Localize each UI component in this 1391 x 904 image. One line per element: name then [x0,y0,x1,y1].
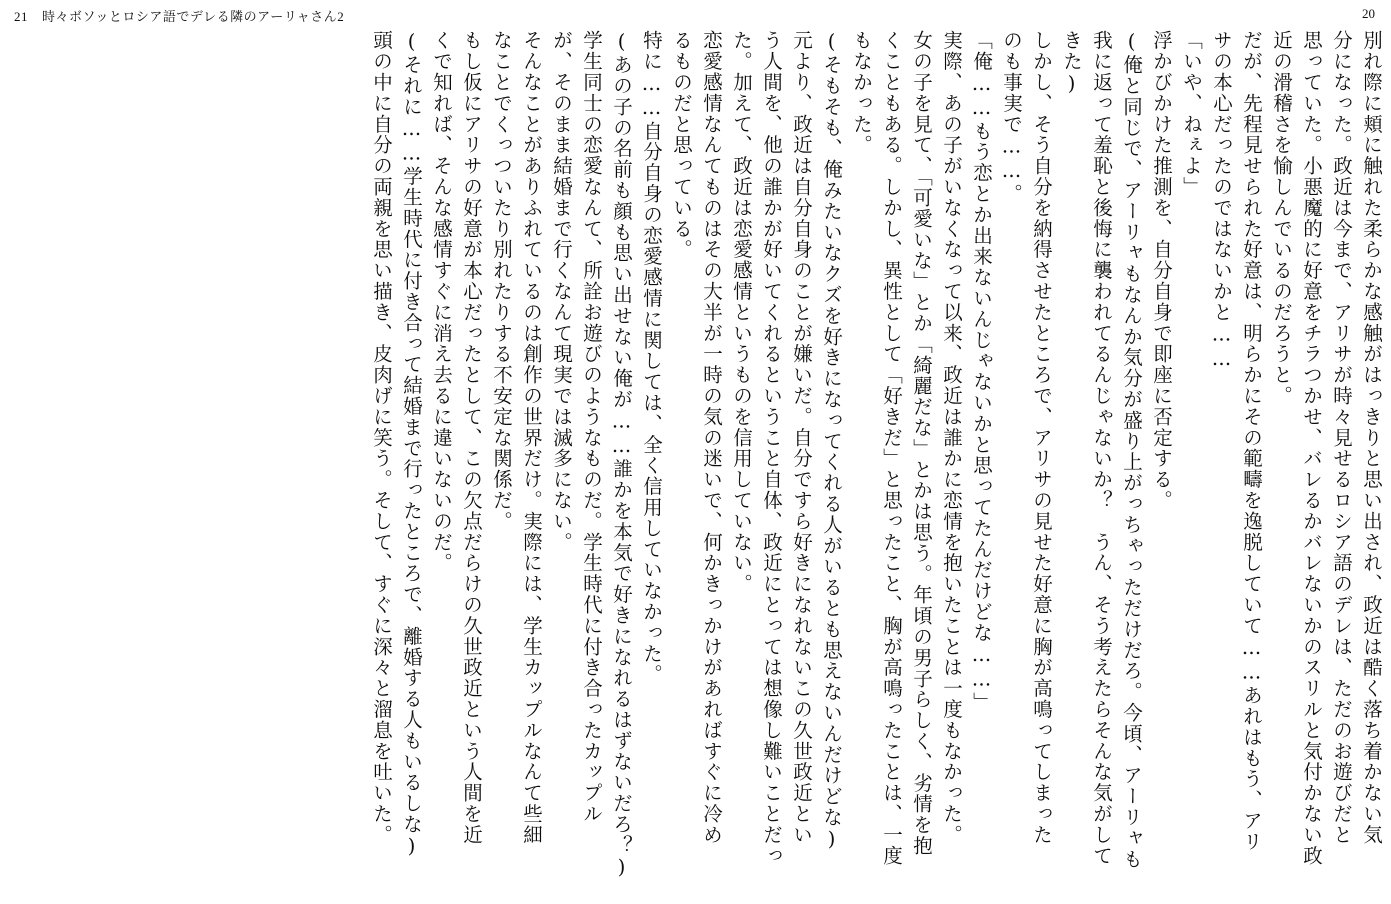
text-column: 特に……自分自身の恋愛感情に関しては、全く信用していなかった。 [640,30,663,685]
header-right-page-number: 20 [1362,6,1375,21]
text-column: 近の滑稽さを愉しんでいるのだろうと。 [1270,30,1293,407]
text-column: (そもそも、俺みたいなクズを好きになってくれる人がいるとも思えないんだけどな) [820,30,843,853]
text-column: のも事実で……。 [1000,30,1023,205]
text-column: くで知れば、そんな感情すぐに消え去るに違いないのだ。 [430,30,453,574]
text-column: 思っていた。小悪魔的に好意をチラつかせ、バレるかバレないかのスリルと気付かない政 [1300,30,1323,866]
text-column: そんなことがありふれているのは創作の世界だけ。実際には、学生カップルなんて些細 [520,30,543,846]
text-column: 恋愛感情なんてものはその大半が一時の気の迷いで、何かきっかけがあればすぐに冷め [700,30,723,846]
text-column: 我に返って羞恥と後悔に襲われてるんじゃないか？ うん、そう考えたらそんな気がして [1090,30,1113,866]
text-column: サの本心だったのではないかと…… [1210,30,1233,372]
text-column: だが、先程見せられた好意は、明らかにその範疇を逸脱していて……あれはもう、アリ [1240,30,1263,853]
text-column: もし仮にアリサの好意が本心だったとして、この欠点だらけの久世政近という人間を近 [460,30,483,846]
text-column: 元より、政近は自分自身のことが嫌いだ。自分ですら好きになれないこの久世政近とい [790,30,813,846]
page-header-left [14,6,344,25]
text-column: きた) [1060,30,1083,97]
text-column: (俺と同じで、アーリャもなんか気分が盛り上がっちゃっただけだろ。今頃、アーリャも [1120,30,1143,870]
text-column: 分になった。政近は今まで、アリサが時々見せるロシア語のデレは、ただのお遊びだと [1330,30,1353,846]
text-column: くこともある。しかし、異性として「好きだ」と思ったこと、胸が高鳴ったことは、一度 [880,30,903,866]
header-left-page-number: 21 [14,9,28,24]
page-header-right [1362,6,1375,22]
page-body [10,30,1381,892]
text-column: 「俺……もう恋とか出来ないんじゃないかと思ってたんだけどな……」 [970,30,993,713]
text-column: なことでくっついたり別れたりする不安定な関係だ。 [490,30,513,532]
text-column: が、そのまま結婚まで行くなんて現実では滅多にない。 [550,30,573,553]
text-column: た。加えて、政近は恋愛感情というものを信用していない。 [730,30,753,595]
text-column: 学生同士の恋愛なんて、所詮お遊びのようなものだ。学生時代に付き合ったカップル [580,30,603,825]
text-column: しかし、そう自分を納得させたところで、アリサの見せた好意に胸が高鳴ってしまった [1030,30,1053,846]
text-column: (それに……学生時代に付き合って結婚まで行ったところで、離婚する人もいるしな) [400,30,423,860]
header-left-title: 時々ボソッとロシア語でデレる隣のアーリャさん2 [42,9,345,24]
text-column: 浮かびかけた推測を、自分自身で即座に否定する。 [1150,30,1173,511]
text-column: (あの子の名前も顔も思い出せない俺が……誰かを本気で好きになれるはずないだろ？) [610,30,633,880]
text-column: 女の子を見て、「可愛いな」とか「綺麗だな」とかは思う。年頃の男子らしく、劣情を抱 [910,30,933,857]
text-column: るものだと思っている。 [670,30,693,260]
vertical-text-columns [10,30,1381,892]
text-column: もなかった。 [850,30,873,156]
text-column: 別れ際に頬に触れた柔らかな感触がはっきりと思い出され、政近は酷く落ち着かない気 [1360,30,1383,846]
text-column: 頭の中に自分の両親を思い描き、皮肉げに笑う。そして、すぐに深々と溜息を吐いた。 [370,30,393,846]
text-column: 「いや、ねぇよ」 [1180,30,1203,198]
text-column: 実際、あの子がいなくなって以来、政近は誰かに恋情を抱いたことは一度もなかった。 [940,30,963,846]
text-column: う人間を、他の誰かが好いてくれるということ自体、政近にとっては想像し難いことだっ [760,30,783,866]
